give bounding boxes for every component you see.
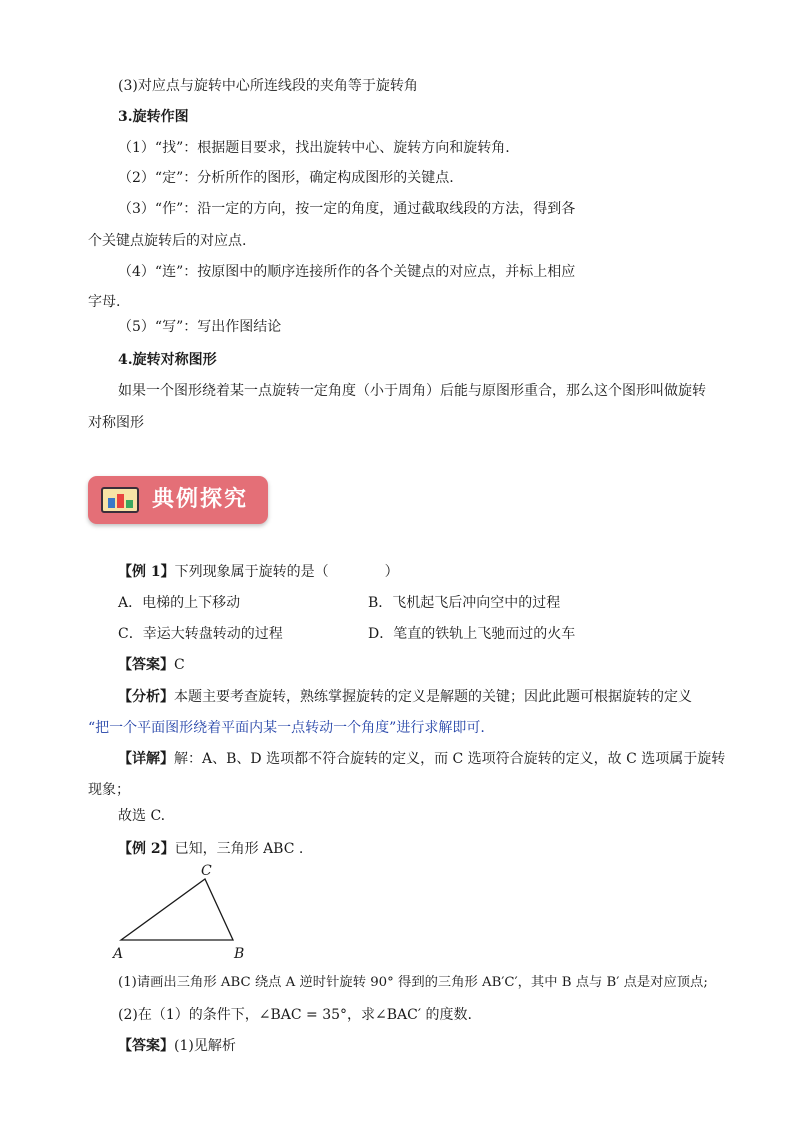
example-2-q1: (1)请画出三角形 ABC 绕点 A 逆时针旋转 90° 得到的三角形 AB′C′，其中 B 点与 B′ 点是对应顶点; xyxy=(118,975,708,990)
bar-chart-icon xyxy=(101,487,139,513)
section-4-text-1: 如果一个图形绕着某一点旋转一定角度（小于周角）后能与原图形重合，那么这个图形叫做旋转 xyxy=(118,383,706,399)
option-d: D．笔直的铁轨上飞驰而过的火车 xyxy=(368,626,576,642)
section-3-title: 3.旋转作图 xyxy=(118,109,189,125)
analysis-row xyxy=(118,687,692,707)
step-4-line-2: 字母. xyxy=(88,294,121,310)
step-4-line-1: （4）“连”：按原图中的顺序连接所作的各个关键点的对应点，并标上相应 xyxy=(118,264,576,280)
example-2-answer-label: 【答案】 xyxy=(118,1038,174,1054)
example-2-answer-row xyxy=(118,1036,236,1056)
analysis-text-1: 本题主要考查旋转，熟练掌握旋转的定义是解题的关键；因此此题可根据旋转的定义 xyxy=(174,689,692,705)
example-1-question: 下列现象属于旋转的是（ ） xyxy=(174,564,399,580)
section-4-title: 4.旋转对称图形 xyxy=(118,352,217,368)
option-b: B．飞机起飞后冲向空中的过程 xyxy=(368,595,561,611)
detail-text-2: 现象； xyxy=(88,782,130,798)
option-c: C．幸运大转盘转动的过程 xyxy=(118,626,283,642)
step-5: （5）“写”：写出作图结论 xyxy=(118,319,282,335)
step-3-line-1: （3）“作”：沿一定的方向，按一定的角度，通过截取线段的方法，得到各 xyxy=(118,201,576,217)
step-1: （1）“找”：根据题目要求，找出旋转中心、旋转方向和旋转角. xyxy=(118,140,510,156)
detail-text-3: 故选 C. xyxy=(118,808,166,824)
answer-value: C xyxy=(174,657,185,673)
triangle-abc-figure xyxy=(110,862,270,962)
detail-row xyxy=(118,749,725,769)
example-2-label: 【例 2】 xyxy=(118,841,175,857)
banner-title: 典例探究 xyxy=(152,487,249,512)
option-a: A．电梯的上下移动 xyxy=(118,595,241,611)
vertex-b-label: B xyxy=(234,946,245,962)
vertex-a-label: A xyxy=(113,946,124,962)
example-1-question-row xyxy=(118,562,399,582)
triangle-abc xyxy=(121,879,233,940)
step-2: （2）“定”：分析所作的图形，确定构成图形的关键点. xyxy=(118,170,454,186)
example-1-label: 【例 1】 xyxy=(118,564,175,580)
example-2-q2: (2)在（1）的条件下，∠BAC = 35°，求∠BAC′ 的度数. xyxy=(118,1007,472,1023)
property-3: (3)对应点与旋转中心所连线段的夹角等于旋转角 xyxy=(118,78,418,94)
answer-label: 【答案】 xyxy=(118,657,174,673)
step-3-line-2: 个关键点旋转后的对应点. xyxy=(88,233,247,249)
example-2-question: 已知，三角形 ABC . xyxy=(174,841,304,857)
example-2-answer: (1)见解析 xyxy=(174,1038,236,1054)
analysis-label: 【分析】 xyxy=(118,689,174,705)
example-1-answer-row xyxy=(118,655,185,675)
section-4-text-2: 对称图形 xyxy=(88,415,144,431)
section-banner xyxy=(88,476,268,524)
example-2-question-row xyxy=(118,839,303,859)
vertex-c-label: C xyxy=(201,863,212,879)
detail-text-1: 解：A、B、D 选项都不符合旋转的定义，而 C 选项符合旋转的定义，故 C 选项属于旋转 xyxy=(174,751,726,767)
analysis-text-2: “把一个平面图形绕着平面内某一点转动一个角度”进行求解即可. xyxy=(88,720,485,736)
detail-label: 【详解】 xyxy=(118,751,174,767)
